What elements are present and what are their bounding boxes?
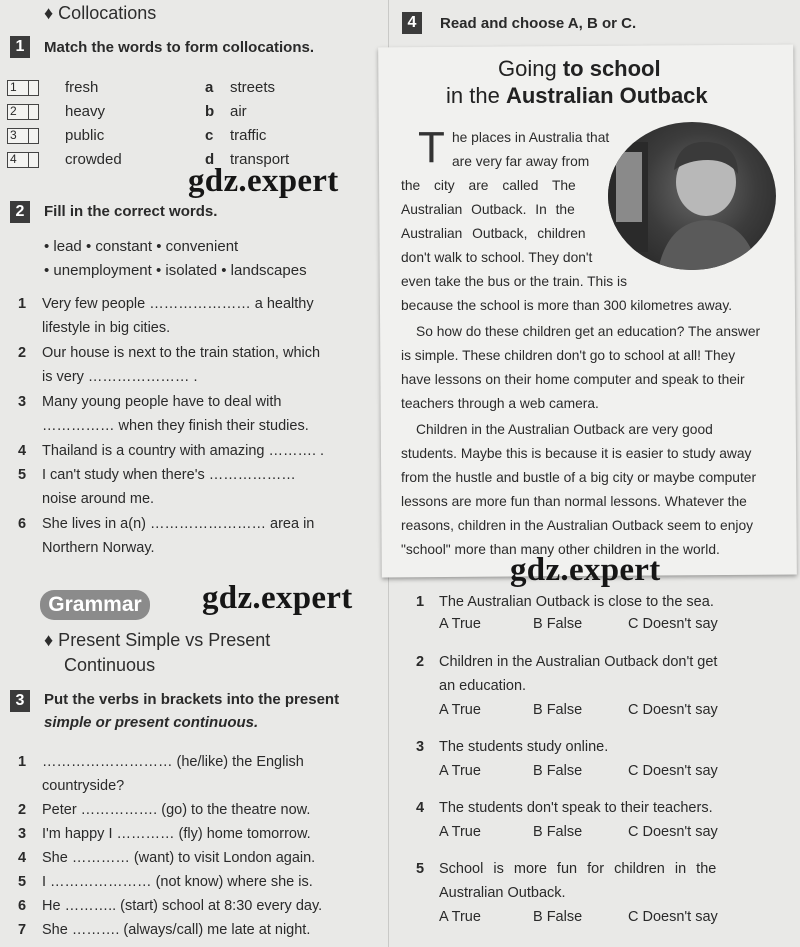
answer-box-number: 3 xyxy=(10,128,17,142)
word-crowded: crowded xyxy=(65,151,122,168)
item-text-line1: ……………………… (he/like) the English xyxy=(42,754,304,770)
grammar-label: Grammar xyxy=(40,590,150,620)
exercise-1-number: 1 xyxy=(10,36,30,58)
grammar-subheading-line2: Continuous xyxy=(64,655,156,675)
item-text-line1: He ……….. (start) school at 8:30 every day. xyxy=(42,898,323,914)
option-b[interactable]: B False xyxy=(533,702,583,718)
option-b[interactable]: B False xyxy=(533,763,583,779)
exercise-3-number: 3 xyxy=(10,690,30,712)
option-c[interactable]: C Doesn't say xyxy=(628,824,718,840)
article-p2-line2: is simple. These children don't go to school at all! They xyxy=(401,348,736,363)
item-number: 1 xyxy=(18,754,27,770)
article-p3-line4: lessons are more fun than normal lessons. Whatever the xyxy=(401,494,747,509)
item-text-line1: She ………. (always/call) me late at night. xyxy=(42,922,311,938)
article-p2-line4: teachers through a web camera. xyxy=(401,396,599,411)
exercise-2-item-3 xyxy=(18,390,363,438)
article-p3-line3: from the hustle and bustle of a big city or maybe computer xyxy=(401,470,757,485)
watermark: gdz.expert xyxy=(510,552,661,588)
answer-slot-1[interactable] xyxy=(29,80,39,96)
article-title-line1 xyxy=(498,56,661,82)
item-number: 4 xyxy=(18,443,27,459)
item-text-line2: countryside? xyxy=(42,778,125,794)
exercise-4-number: 4 xyxy=(402,12,422,34)
exercise-1-instruction: Match the words to form collocations. xyxy=(44,39,315,56)
option-a[interactable]: A True xyxy=(439,616,481,632)
letter-b: b xyxy=(205,103,215,120)
word-bank-line-1: • lead • constant • convenient xyxy=(44,238,239,255)
question-number: 4 xyxy=(416,800,425,816)
word-transport: transport xyxy=(230,151,290,168)
option-c[interactable]: C Doesn't say xyxy=(628,763,718,779)
exercise-4-instruction: Read and choose A, B or C. xyxy=(440,15,637,32)
answer-box-4[interactable] xyxy=(7,152,29,168)
question-number: 3 xyxy=(416,739,425,755)
item-text-line2: noise around me. xyxy=(42,491,155,507)
item-number: 6 xyxy=(18,516,27,532)
item-text-line1: I ………………… (not know) where she is. xyxy=(42,874,313,890)
article-p1-line7: even take the bus or the train. This is xyxy=(401,274,627,289)
word-bank-line-2: • unemployment • isolated • landscapes xyxy=(44,262,307,279)
answer-box-2[interactable] xyxy=(7,104,29,120)
question-text: School is more fun for children in the xyxy=(439,861,717,877)
option-a[interactable]: A True xyxy=(439,824,481,840)
item-text-line1: Our house is next to the train station, which xyxy=(42,345,321,361)
boy-at-computer-photo xyxy=(608,122,776,270)
letter-a: a xyxy=(205,79,214,96)
grammar-subheading-line1: ♦ Present Simple vs Present xyxy=(44,630,271,650)
option-a[interactable]: A True xyxy=(439,909,481,925)
item-number: 1 xyxy=(18,296,27,312)
article-p1-line2: are very far away from xyxy=(452,154,590,169)
question-number: 2 xyxy=(416,654,425,670)
title-bold: to school xyxy=(562,56,661,81)
exercise-2-item-5 xyxy=(18,463,363,511)
exercise-3-item-7 xyxy=(18,918,363,942)
exercise-3-item-1 xyxy=(18,750,363,798)
exercise-2-instruction: Fill in the correct words. xyxy=(44,203,218,220)
exercise-2-number: 2 xyxy=(10,201,30,223)
title-bold: Australian Outback xyxy=(505,83,708,108)
article-p2-line1: So how do these children get an education? The answer xyxy=(416,324,761,339)
question-number: 5 xyxy=(416,861,425,877)
title-plain: in the xyxy=(446,83,506,108)
collocations-heading: ♦ Collocations xyxy=(44,3,157,23)
word-air: air xyxy=(230,103,247,120)
word-heavy: heavy xyxy=(65,103,106,120)
article-p1-line8: because the school is more than 300 kilometres away. xyxy=(401,298,733,313)
word-traffic: traffic xyxy=(230,127,267,144)
item-text-line2: …………… when they finish their studies. xyxy=(42,418,309,434)
item-number: 5 xyxy=(18,467,27,483)
article-p1-line3: the city are called The xyxy=(401,178,576,193)
article-p1-line5: Australian Outback, children xyxy=(401,226,586,241)
article-title-line2 xyxy=(446,83,708,109)
item-text-line2: Northern Norway. xyxy=(42,540,155,556)
exercise-3-instruction-line2: simple or present continuous. xyxy=(44,714,259,731)
word-streets: streets xyxy=(230,79,276,96)
option-c[interactable]: C Doesn't say xyxy=(628,909,718,925)
question-text: The students study online. xyxy=(439,739,609,755)
article-p1-line6: don't walk to school. They don't xyxy=(401,250,593,265)
item-text-line1: I'm happy I ………… (fly) home tomorrow. xyxy=(42,826,311,842)
item-number: 3 xyxy=(18,394,27,410)
answer-slot-2[interactable] xyxy=(29,104,39,120)
item-number: 6 xyxy=(18,898,27,914)
item-number: 7 xyxy=(18,922,27,938)
exercise-2-item-4 xyxy=(18,439,363,463)
option-a[interactable]: A True xyxy=(439,702,481,718)
answer-box-number: 4 xyxy=(10,152,17,166)
exercise-2-item-1 xyxy=(18,292,363,340)
letter-d: d xyxy=(205,151,215,168)
answer-box-1[interactable] xyxy=(7,80,29,96)
question-number: 1 xyxy=(416,594,425,610)
exercise-2-item-6 xyxy=(18,512,363,560)
item-text-line1: I can't study when there's ……………… xyxy=(42,467,296,483)
option-b[interactable]: B False xyxy=(533,909,583,925)
item-number: 5 xyxy=(18,874,27,890)
answer-box-number: 1 xyxy=(10,80,17,94)
item-text-line1: She lives in a(n) …………………… area in xyxy=(42,516,315,532)
article-p2-line3: have lessons on their home computer and speak to their xyxy=(401,372,745,387)
watermark: gdz.expert xyxy=(188,163,339,199)
item-text-line1: She ………… (want) to visit London again. xyxy=(42,850,316,866)
exercise-3-instruction-line1: Put the verbs in brackets into the present xyxy=(44,691,340,708)
item-text-line2: lifestyle in big cities. xyxy=(42,320,171,336)
watermark: gdz.expert xyxy=(202,580,353,616)
item-text-line1: Many young people have to deal with xyxy=(42,394,282,410)
photo-illustration xyxy=(608,122,776,270)
article-p3-line5: reasons, children in the Australian Outback seem to enjoy xyxy=(401,518,754,533)
exercise-3-item-4 xyxy=(18,846,363,870)
option-b[interactable]: B False xyxy=(533,616,583,632)
article-p3-line6: "school" more than many other children in the world. xyxy=(401,542,720,557)
article-dropcap: T xyxy=(418,123,445,172)
item-number: 2 xyxy=(18,802,27,818)
item-text-line1: Thailand is a country with amazing ………. . xyxy=(42,443,325,459)
item-number: 3 xyxy=(18,826,27,842)
exercise-2-item-2 xyxy=(18,341,363,389)
option-b[interactable]: B False xyxy=(533,824,583,840)
question-text: The students don't speak to their teachers. xyxy=(439,800,713,816)
exercise-3-item-5 xyxy=(18,870,363,894)
item-text-line2: is very ………………… . xyxy=(42,369,198,385)
answer-box-number: 2 xyxy=(10,104,17,118)
question-text-line2: Australian Outback. xyxy=(439,885,566,901)
article-p3-line2: students. Maybe this is because it is easier to study away xyxy=(401,446,752,461)
answer-slot-4[interactable] xyxy=(29,152,39,168)
word-fresh: fresh xyxy=(65,79,99,96)
option-a[interactable]: A True xyxy=(439,763,481,779)
title-plain: Going xyxy=(498,56,563,81)
option-c[interactable]: C Doesn't say xyxy=(628,616,718,632)
answer-box-3[interactable] xyxy=(7,128,29,144)
exercise-3-item-6 xyxy=(18,894,363,918)
letter-c: c xyxy=(205,127,214,144)
word-public: public xyxy=(65,127,105,144)
option-c[interactable]: C Doesn't say xyxy=(628,702,718,718)
question-text: Children in the Australian Outback don't get xyxy=(439,654,718,670)
article-p1-line1: he places in Australia that xyxy=(452,130,610,145)
item-text-line1: Peter ……………. (go) to the theatre now. xyxy=(42,802,311,818)
item-text-line1: Very few people ………………… a healthy xyxy=(42,296,314,312)
item-number: 2 xyxy=(18,345,27,361)
question-text: The Australian Outback is close to the sea. xyxy=(439,594,714,610)
answer-slot-3[interactable] xyxy=(29,128,39,144)
question-text-line2: an education. xyxy=(439,678,527,694)
item-number: 4 xyxy=(18,850,27,866)
exercise-3-item-3 xyxy=(18,822,363,846)
exercise-3-item-2 xyxy=(18,798,363,822)
article-p3-line1: Children in the Australian Outback are very good xyxy=(416,422,713,437)
article-p1-line4: Australian Outback. In the xyxy=(401,202,575,217)
